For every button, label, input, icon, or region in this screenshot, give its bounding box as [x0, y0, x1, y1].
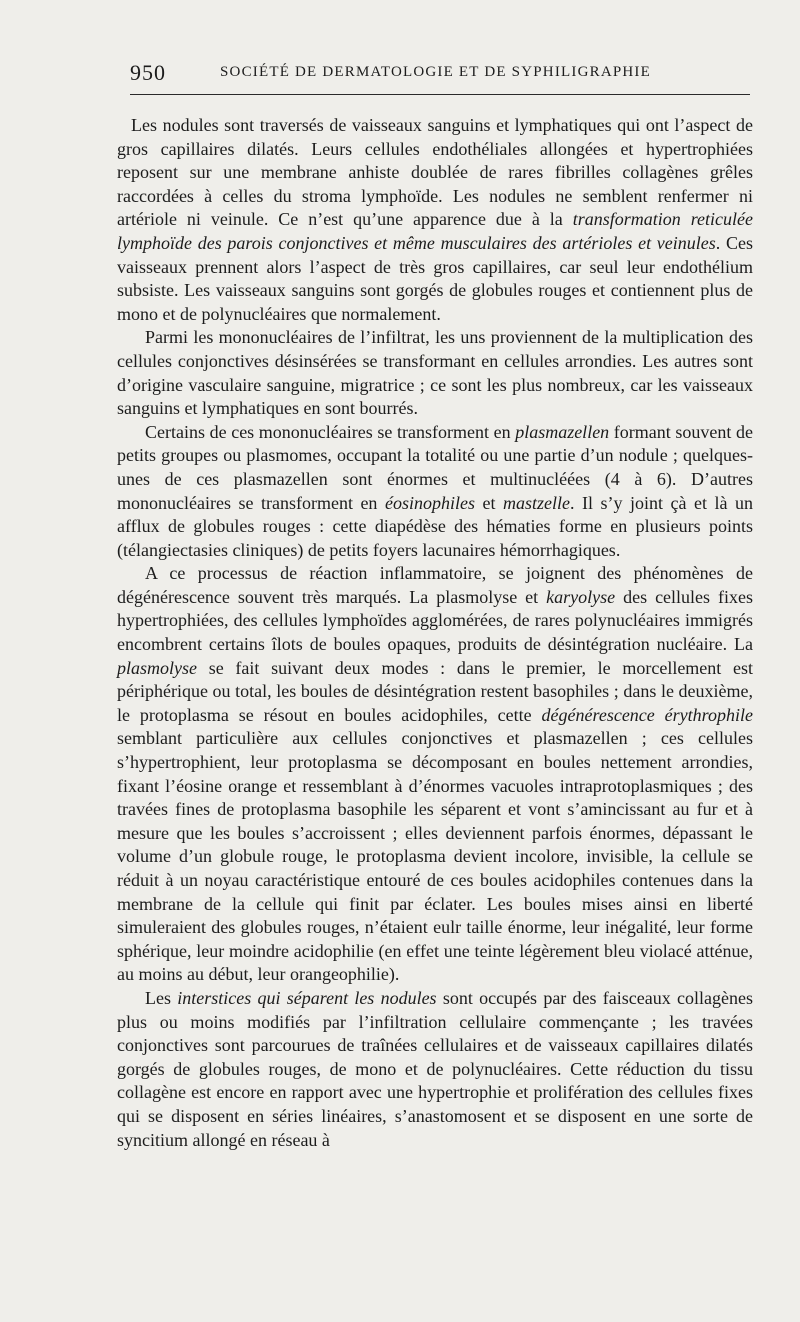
- italic-text: plasmazellen: [515, 421, 610, 442]
- text-run: . Ces vaisseaux prennent alors l’aspect de très gros capillaires, car seul leur endothélium subsiste. Les vaisseaux sanguins sont gorgés de globules rouges et contiennent plus de mono et de polynucléaires que normalement.: [117, 232, 754, 324]
- italic-text: dégénérescence érythrophile: [541, 704, 753, 725]
- italic-text: mastzelle: [502, 492, 570, 513]
- body-text: [117, 114, 753, 1152]
- text-run: des cellules fixes hypertrophiées, des cellules lymphoïdes agglomérées, de rares polynucléaires immigrés encombrent certains îlots de boules opaques, produits de désintégration nucléaire. La: [117, 586, 753, 655]
- text-run: Les: [145, 987, 178, 1008]
- text-run: A ce processus de réaction inflammatoire, se joignent des phénomènes de dégénérescence souvent très marqués. La plasmolyse et: [117, 563, 753, 607]
- text-run: Certains de ces mononucléaires se transforment en: [145, 421, 516, 442]
- text-run: formant souvent de petits groupes ou plasmomes, occupant la totalité ou une partie d’un nodule ; quelques-unes de ces plasmazellen sont énormes et multinucléées (4 à 6). D’autres mononucléaires se transforment en: [117, 421, 753, 513]
- text-run: Les nodules sont traversés de vaisseaux sanguins et lymphatiques qui ont l’aspect de gros capillaires dilatés. Leurs cellules endothéliales allongées et hypertrophiées reposent sur une membrane anhiste doublée de rares fibrilles collagènes grêles raccordées à celles du stroma lymphoïde. Les nodules ne semblent renfermer ni artériole ni veinule. Ce n’est qu’une apparence due à la: [117, 115, 753, 230]
- page-number: 950: [130, 60, 166, 85]
- text-run: semblant particulière aux cellules conjonctives et plasmazellen ; ces cellules s’hypertrophient, leur protoplasma se décomposant en boules nettement arrondies, fixant l’éosine orange et ressemblant à d’énormes vacuoles intraprotoplasmiques ; des travées fines de protoplasma basophile les séparent et vont s’amincissant au fur et à mesure que les boules s’accroissent ; elles deviennent parfois énormes, dépassant le volume d’un globule rouge, le protoplasma devient incolore, invisible, la cellule se réduit à un noyau caractéristique entouré de ces boules acidophiles contenues dans la membrane de la cellule qui finit par éclater. Les boules mises ainsi en liberté simuleraient des globules rouges, n’étaient eulr taille énorme, leur inégalité, leur forme sphérique, leur moindre acidophilie (en effet une teinte légèrement bleu violacé atténue, au moins au début, leur orangeophilie).: [117, 728, 753, 985]
- italic-text: plasmolyse: [117, 657, 197, 678]
- text-run: . Il s’y joint çà et là un afflux de globules rouges : cette diapédèse des hématies forme en plusieurs points (télangiectasies cliniques) de petits foyers lacunaires hémorrhagiques.: [117, 492, 753, 560]
- paragraph: [117, 562, 753, 987]
- italic-text: interstices qui séparent les nodules: [177, 987, 437, 1008]
- paragraph: [117, 421, 753, 563]
- italic-text: transformation reticulée lymphoïde des parois conjonctives et même musculaires des artérioles et veinules: [117, 209, 753, 253]
- page-header: [130, 60, 750, 84]
- italic-text: karyolyse: [546, 586, 616, 607]
- text-run: sont occupés par des faisceaux collagènes plus ou moins modifiés par l’infiltration cellulaire commençante ; les travées conjonctives sont parcourues de traînées cellulaires et de vaisseaux capillaires dilatés gorgés de globules rouges, de mono et de polynucléaires. Cette réduction du tissu collagène est encore en rapport avec une hypertrophie et prolifération des cellules fixes qui se disposent en séries linéaires, s’anastomosent et se disposent en une sorte de syncitium allongé en réseau à: [117, 987, 753, 1150]
- header-rule: [130, 94, 750, 95]
- running-head: SOCIÉTÉ DE DERMATOLOGIE ET DE SYPHILIGRAPHIE: [220, 64, 651, 80]
- paragraph: [117, 114, 753, 326]
- paragraph: [117, 987, 753, 1152]
- text-run: se fait suivant deux modes : dans le premier, le morcellement est périphérique ou total, les boules de désintégration restent basophiles ; dans le deuxième, le protoplasma se résout en boules acidophiles, cette: [117, 657, 753, 725]
- text-run: Parmi les mononucléaires de l’infiltrat, les uns proviennent de la multiplication des cellules conjonctives désinsérées se transformant en cellules arrondies. Les autres sont d’origine vasculaire sanguine, migratrice ; ce sont les plus nombreux, car les vaisseaux sanguins et lymphatiques en sont bourrés.: [117, 327, 753, 419]
- paragraph: [117, 326, 753, 420]
- text-run: et: [474, 492, 503, 513]
- italic-text: éosinophiles: [384, 492, 475, 513]
